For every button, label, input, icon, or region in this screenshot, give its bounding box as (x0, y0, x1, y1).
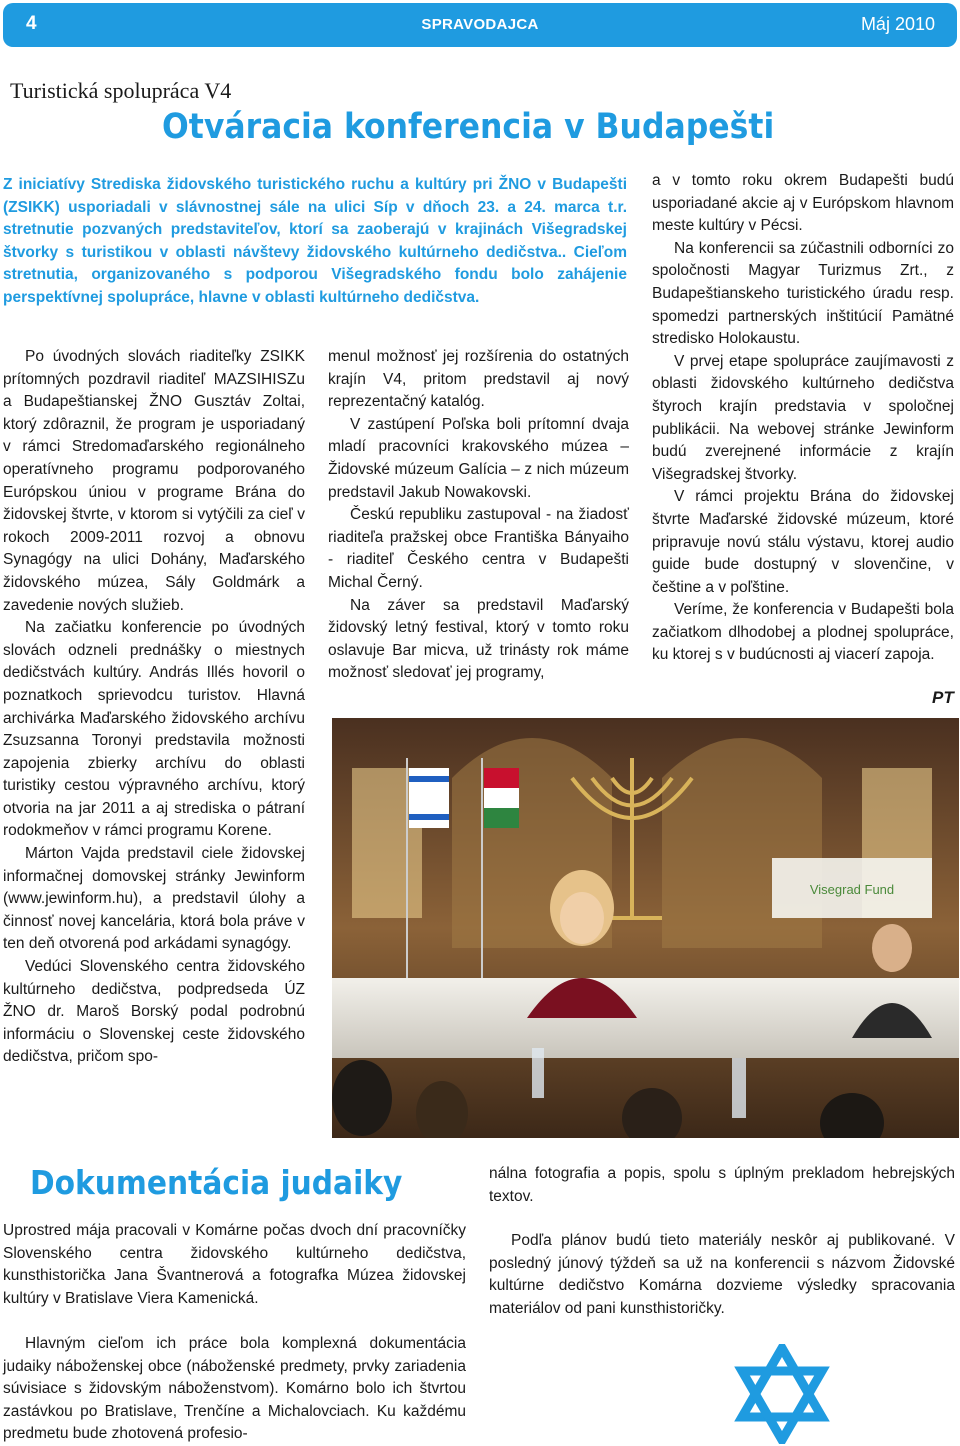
article2-paragraph-1 (3, 1220, 466, 1310)
paragraph: V prvej etape spolupráce zaujímavosti z oblasti židovského kultúrneho dedičstva štyroch krajín predstavia v spoločnej publikácii. Na webovej stránke Jewinform budú zverejnené informácie z krajín Višegradskej štvorky. (652, 352, 954, 483)
paragraph: a v tomto roku okrem Budapešti budú usporiadané akcie aj v Európskom hlavnom meste kultúry v Pécsi. (652, 172, 954, 235)
conference-photo-illustration (332, 718, 959, 1138)
paragraph: Na začiatku konferencie po úvodných slovách odzneli prednášky o miestnych dedičstvách kultúry. András Illés hovoril o poznatkoch sprievodcu turistov. Hlavná archivárka Maďarského židovského archívu Zsuzsanna Toronyi predstavila možnosti zapojenia zbierky archívu do oblasti turistiky cestou výpravného archívu, ktorý otvoria na jar 2011 a aj strediska o pátraní rodokmeňov v rámci programu Korene. (3, 619, 305, 840)
paragraph: Na konferencii sa zúčastnili odborníci zo spoločnosti Magyar Turizmus Zrt., z Budapeštianskeho turistického úradu resp. spomedzi partnerských inštitúcií Pamätné stredisko Holokaustu. (652, 239, 954, 348)
paragraph: menul možnosť jej rozšírenia do ostatných krajín V4, pritom predstavil aj nový reprezentačný katalóg. (328, 348, 629, 411)
article2-paragraph-3 (489, 1163, 955, 1208)
article-kicker: Turistická spolupráca V4 (10, 78, 232, 103)
conference-photo (332, 718, 959, 1138)
article-title: Otváracia konferencia v Budapešti (162, 107, 775, 147)
paragraph: Českú republiku zastupoval - na žiadosť riaditeľa pražskej obce Františka Bányaiho - riaditeľ Českého centra v Budapešti Michal Černý. (328, 506, 629, 591)
paragraph: nálna fotografia a popis, spolu s úplným prekladom hebrejských textov. (489, 1165, 955, 1205)
author-signature: PT (932, 688, 954, 707)
paragraph: Hlavným cieľom ich práce bola komplexná dokumentácia judaiky náboženskej obce (náboženské predmety, prvky zariadenia súvisiace s židovským náboženstvom). Komárno bolo ich štvrtou zastávkou po Bratislave, Trenčíne a Michalovciach. Ku každému predmetu bude zhotovená profesio- (3, 1335, 466, 1443)
article-column-1 (3, 346, 305, 1069)
page-header-bar (3, 3, 957, 47)
article-column-2 (328, 346, 629, 685)
publication-name: SPRAVODAJCA (421, 16, 539, 33)
paragraph: Na záver sa predstavil Maďarský židovský letný festival, ktorý v tomto roku oslavuje Bar micva, už trinásty rok máme možnosť sledovať jej programy, (328, 596, 629, 682)
article-lead: Z iniciatívy Strediska židovského turistického ruchu a kultúry pri ŽNO v Budapešti (ZSIKK) usporiadali v slávnostnej sále na ulici Síp v dňoch 23. a 24. marca t.r. stretnutie pozvaných predstaviteľov, ktorí sa zaoberajú v krajinách Višegradskej štvorky s turistikou v oblasti návštevy židovského kultúrneho dedičstva.. Cieľom stretnutia, organizovaného s podporou Višegradského fondu bolo zahájenie perspektívnej spolupráce, hlavne v oblasti kultúrneho dedičstva. (3, 176, 627, 306)
article2-paragraph-4 (489, 1230, 955, 1320)
paragraph: Vedúci Slovenského centra židovského kultúrneho dedičstva, podpredseda ÚZ ŽNO dr. Maroš Borský podal podrobnú informáciu o Slovenskej ceste židovského dedičstva, pričom spo- (3, 958, 305, 1066)
paragraph: Po úvodných slovách riaditeľky ZSIKK prítomných pozdravil riaditeľ MAZSIHISZu a Budapeštianskej ŽNO Gusztáv Zoltai, ktorý zdôraznil, že program je usporiadaný v rámci Stredomaďarského regionálneho operatívneho programu podporovaného Európskou úniou v programe Brána do židovskej štvrte, v ktorom si vytýčili za cieľ v rokoch 2009-2011 rozvoj a obnovu Synagógy na ulici Dohány, Maďarského židovského múzea, Sály Goldmárk a zavedenie nových služieb. (3, 348, 305, 614)
paragraph: Márton Vajda predstavil ciele židovskej informačnej domovskej stránky Jewinform (www.jewinform.hu), a predstavil úlohy a činnosť novej kancelária, ktorá bola práve v ten deň otvorená pod arkádami synagógy. (3, 845, 305, 953)
paragraph: Veríme, že konferencia v Budapešti bola začiatkom dlhodobej a plodnej spolupráce, ku ktorej s v budúcnosti aj viacerí zapoja. (652, 601, 954, 664)
paragraph: Podľa plánov budú tieto materiály neskôr aj publikované. V posledný júnový týždeň sa už na konferencii s názvom Židovské kultúrne dedičstvo Komárna dozvieme výsledky spracovania materiálov od pani kunsthistoričky. (489, 1232, 955, 1317)
paragraph: V zastúpení Poľska boli prítomní dvaja mladí pracovníci krakovského múzea – Židovské múzeum Galícia – z nich múzeum predstavil Jakub Nowakovski. (328, 415, 629, 501)
issue-date: Máj 2010 (860, 14, 935, 34)
article-column-3 (652, 170, 954, 667)
paragraph: V rámci projektu Brána do židovskej štvrte Maďarské židovské múzeum, ktoré pripravuje novú stálu výstavu, ktorej audio guide bude dostupný v slovenčine, v češtine a v poľštine. (652, 488, 954, 596)
photo-banner-text: Visegrad Fund (809, 882, 895, 897)
page-number: 4 (26, 13, 37, 34)
paragraph: Uprostred mája pracovali v Komárne počas dvoch dní pracovníčky Slovenského centra židovského kultúrneho dedičstva, kunsthistorička Jana Švantnerová a fotografka Múzea židovskej kultúry v Bratislave Viera Kamenická. (3, 1222, 466, 1307)
star-of-david-icon (732, 1344, 832, 1444)
article2-paragraph-2 (3, 1333, 466, 1446)
section-title: Dokumentácia judaiky (30, 1163, 403, 1202)
